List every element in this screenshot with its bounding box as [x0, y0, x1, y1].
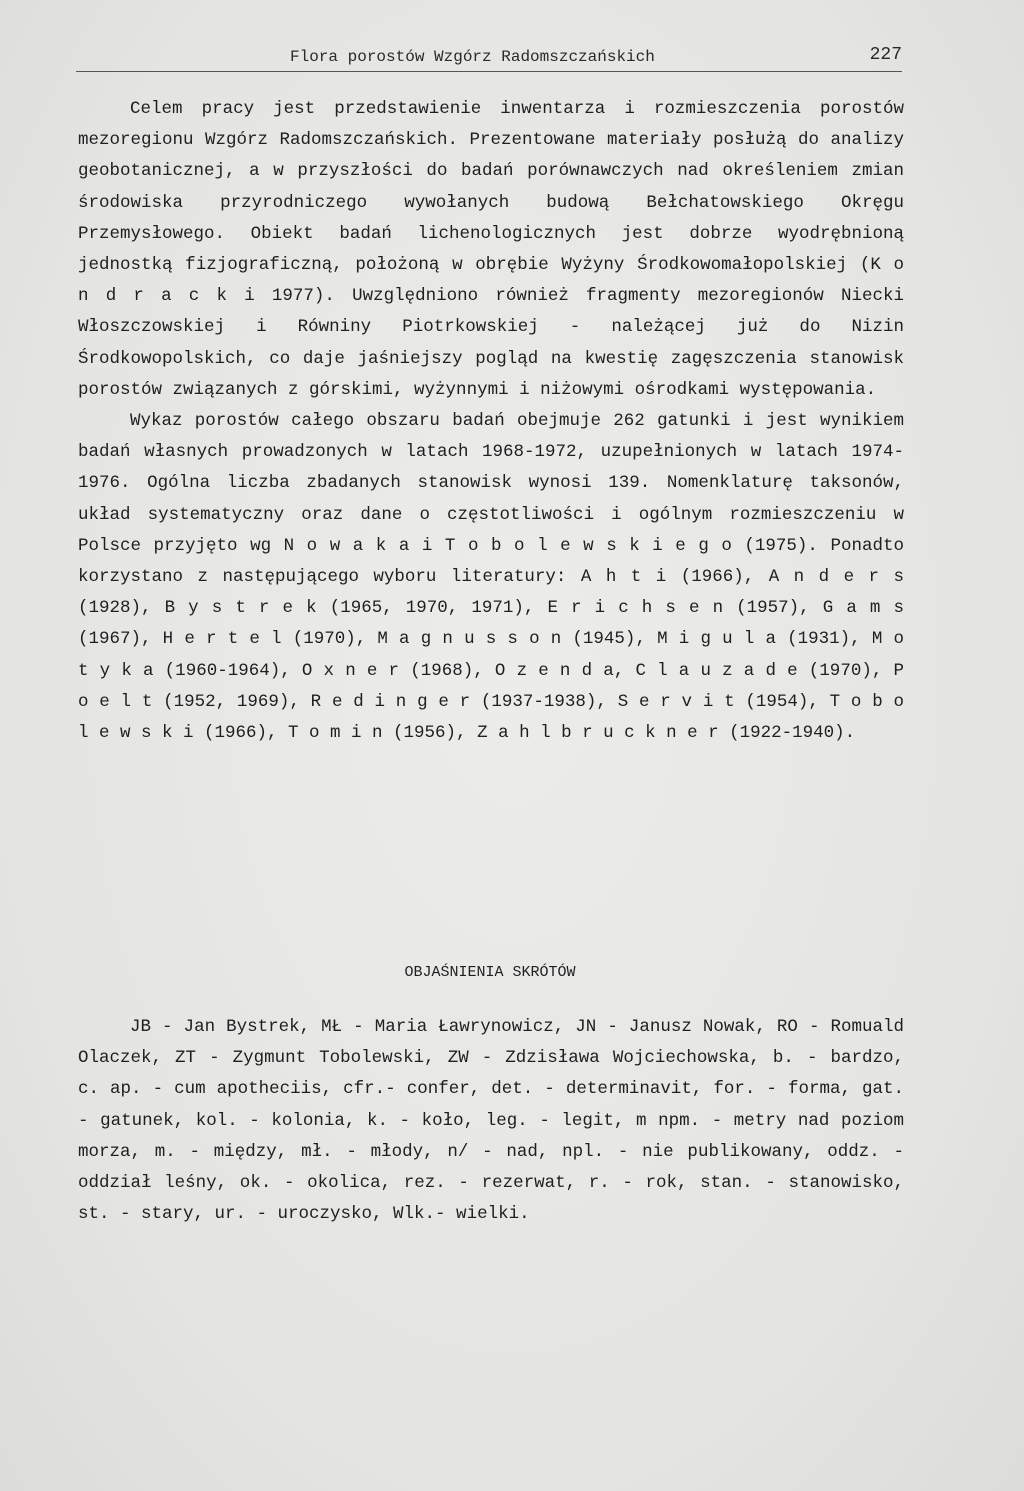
section-heading: OBJAŚNIENIA SKRÓTÓW [404, 964, 576, 981]
page-number: 227 [869, 45, 902, 65]
main-text [78, 94, 904, 749]
paragraph-literature: Wykaz porostów całego obszaru badań obejmuje 262 gatunki i jest wynikiem badań własnych prowadzonych w latach 1968-1972, uzupełnionych w latach 1974-1976. Ogólna liczba zbadanych stanowisk wynosi 139. Nomenklaturę taksonów, układ systematyczny oraz dane o częstotliwości i ogólnym rozmieszczeniu w Polsce przyjęto wg N o w a k a i T o b o l e w s k i e g o (1975). Ponadto korzystano z następującego wyboru literatury: A h t i (1966), A n d e r s (1928), B y s t r e k (1965, 1970, 1971), E r i c h s e n (1957), G a m s (1967), H e r t e l (1970), M a g n u s s o n (1945), M i g u l a (1931), M o t y k a (1960-1964), O x n e r (1968), O z e n d a, C l a u z a d e (1970), P o e l t (1952, 1969), R e d i n g e r (1937-1938), S e r v i t (1954), T o b o l e w s k i (1966), T o m i n (1956), Z a h l b r u c k n e r (1922-1940). [78, 411, 904, 744]
page-header [76, 44, 902, 72]
header-divider [76, 71, 902, 72]
paragraph-intro: Celem pracy jest przedstawienie inwentarza i rozmieszczenia porostów mezoregionu Wzgórz Radomszczańskich. Prezentowane materiały posłużą do analizy geobotanicznej, a w przyszłości do badań porównawczych nad określeniem zmian środowiska przyrodniczego wywołanych budową Bełchatowskiego Okręgu Przemysłowego. Obiekt badań lichenologicznych jest dobrze wyodrębnioną jednostką fizjograficzną, położoną w obrębie Wyżyny Środkowomałopolskiej (K o n d r a c k i 1977). Uwzględniono również fragmenty mezoregionów Niecki Włoszczowskiej i Równiny Piotrkowskiej - należącej już do Nizin Środkowopolskich, co daje jaśniejszy pogląd na kwestię zagęszczenia stanowisk porostów związanych z górskimi, wyżynnymi i niżowymi ośrodkami występowania. [78, 99, 904, 400]
abbreviations-text: JB - Jan Bystrek, MŁ - Maria Ławrynowicz, JN - Janusz Nowak, RO - Romuald Olaczek, ZT - Zygmunt Tobolewski, ZW - Zdzisława Wojciechowska, b. - bardzo, c. ap. - cum apotheciis, cfr.- confer, det. - determinavit, for. - forma, gat. - gatunek, kol. - kolonia, k. - koło, leg. - legit, m npm. - metry nad poziom morza, m. - między, mł. - młody, n/ - nad, npl. - nie publikowany, oddz. - oddział leśny, ok. - okolica, rez. - rezerwat, r. - rok, stan. - stanowisko, st. - stary, ur. - uroczysko, Wlk.- wielki. [78, 1017, 904, 1225]
abbreviations-list [78, 1012, 904, 1230]
running-title: Flora porostów Wzgórz Radomszczańskich [290, 48, 655, 66]
